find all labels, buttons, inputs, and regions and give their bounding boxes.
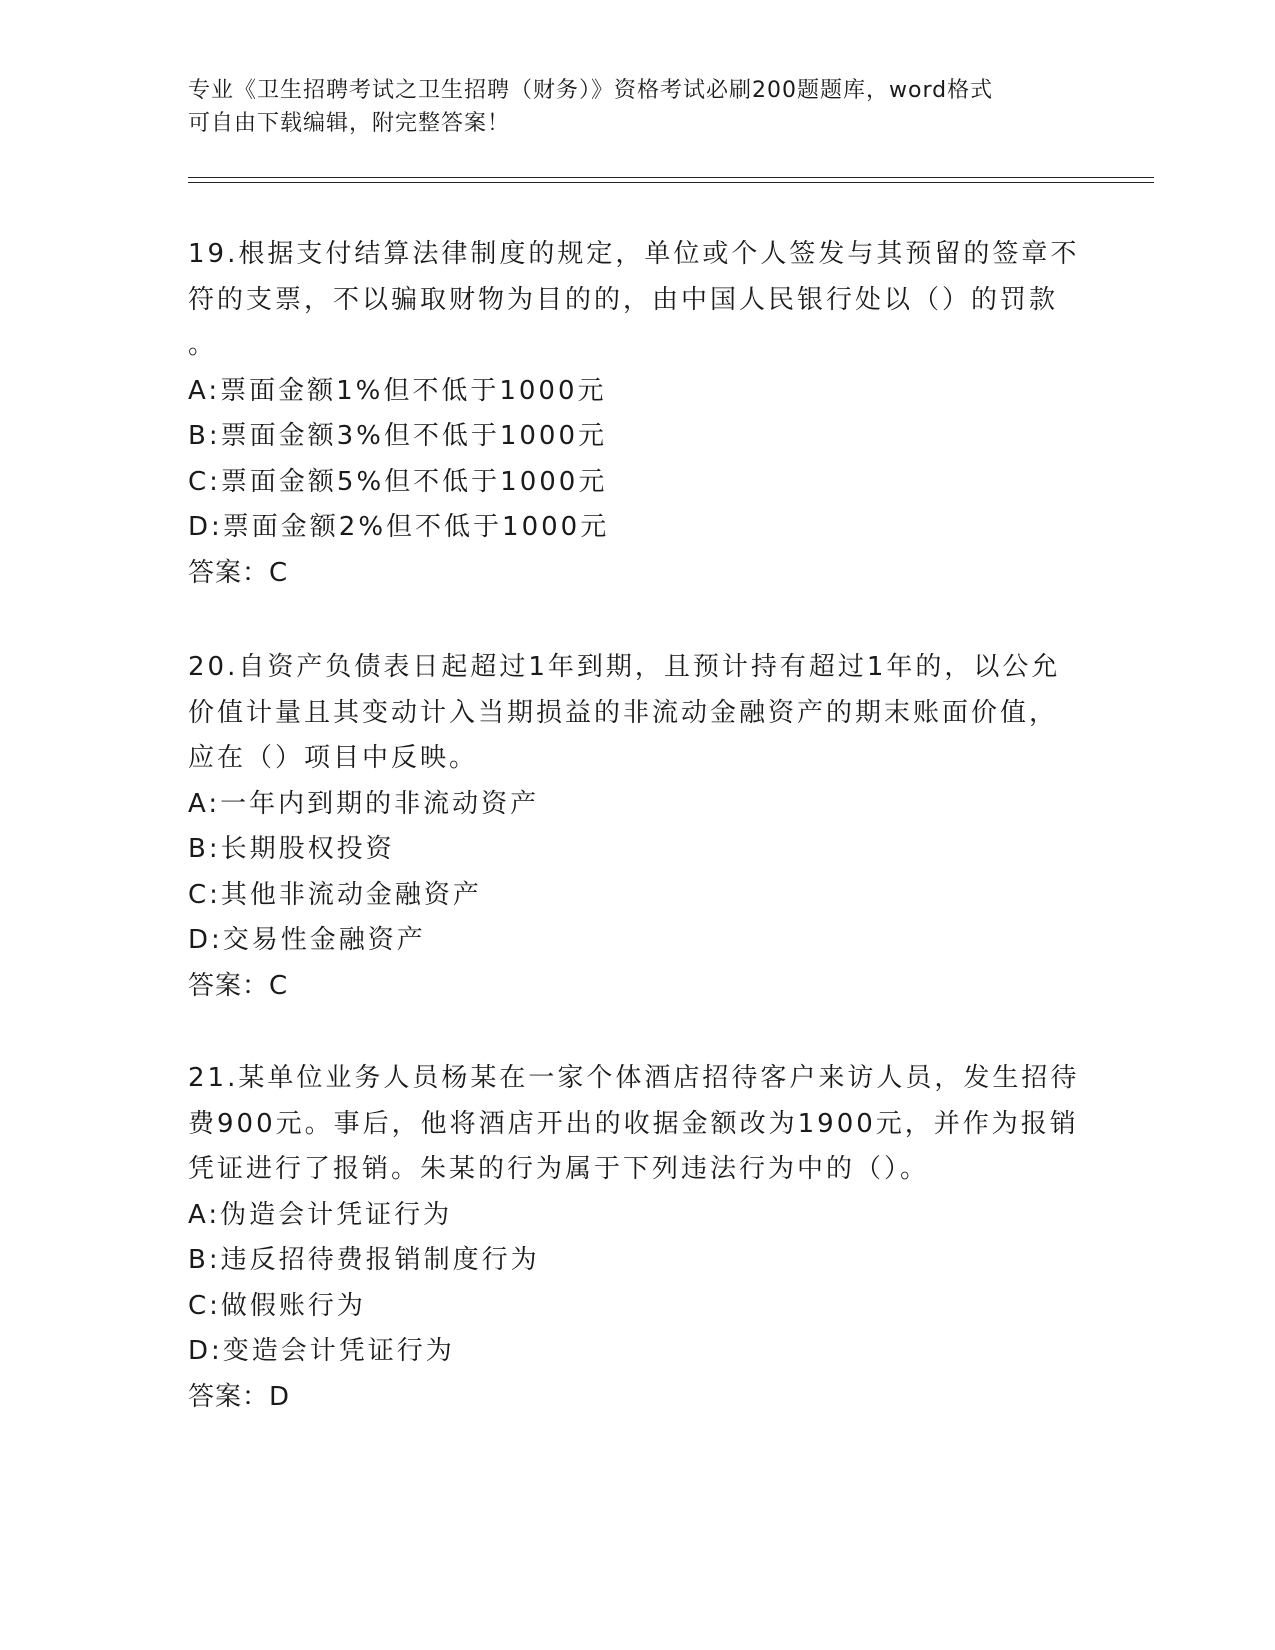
header-divider-bottom — [188, 182, 1154, 183]
option-c: C:其他非流动金融资产 — [188, 879, 482, 910]
header-divider-top — [188, 177, 1154, 178]
answer: 答案：C — [188, 970, 289, 1001]
answer: 答案：D — [188, 1381, 291, 1412]
option-a: A:票面金额1%但不低于1000元 — [188, 375, 607, 406]
option-b: B:票面金额3%但不低于1000元 — [188, 421, 608, 451]
question-stem-line: 20.自资产负债表日起超过1年到期，且预计持有超过1年的，以公允 — [188, 652, 1061, 682]
question-stem-line: 应在（）项目中反映。 — [188, 743, 479, 773]
question-stem-line: 费900元。事后，他将酒店开出的收据金额改为1900元，并作为报销 — [188, 1108, 1079, 1139]
question-stem-line: 价值计量且其变动计入当期损益的非流动金融资产的期末账面价值， — [188, 697, 1059, 728]
option-c: C:做假账行为 — [188, 1290, 366, 1321]
answer: 答案：C — [188, 557, 289, 588]
header-line-2: 可自由下载编辑，附完整答案！ — [188, 111, 511, 136]
option-b: B:违反招待费报销制度行为 — [188, 1245, 540, 1275]
question-stem-line: 。 — [188, 330, 218, 360]
option-b: B:长期股权投资 — [188, 834, 395, 864]
question-20 — [188, 645, 1088, 1009]
option-d: D:票面金额2%但不低于1000元 — [188, 512, 610, 542]
option-d: D:变造会计凭证行为 — [188, 1336, 455, 1366]
question-21 — [188, 1056, 1088, 1420]
question-stem-line: 凭证进行了报销。朱某的行为属于下列违法行为中的（）。 — [188, 1154, 930, 1184]
document-header — [188, 74, 1068, 140]
option-a: A:伪造会计凭证行为 — [188, 1199, 453, 1230]
option-a: A:一年内到期的非流动资产 — [188, 788, 540, 819]
question-stem-line: 符的支票，不以骗取财物为目的的，由中国人民银行处以（）的罚款 — [188, 284, 1059, 315]
option-c: C:票面金额5%但不低于1000元 — [188, 466, 608, 497]
question-19 — [188, 232, 1088, 596]
option-d: D:交易性金融资产 — [188, 925, 426, 955]
question-stem-line: 19.根据支付结算法律制度的规定，单位或个人签发与其预留的签章不 — [188, 239, 1080, 269]
header-line-1: 专业《卫生招聘考试之卫生招聘（财务）》资格考试必刷200题题库，word格式 — [188, 78, 994, 103]
question-stem-line: 21.某单位业务人员杨某在一家个体酒店招待客户来访人员，发生招待 — [188, 1063, 1080, 1093]
